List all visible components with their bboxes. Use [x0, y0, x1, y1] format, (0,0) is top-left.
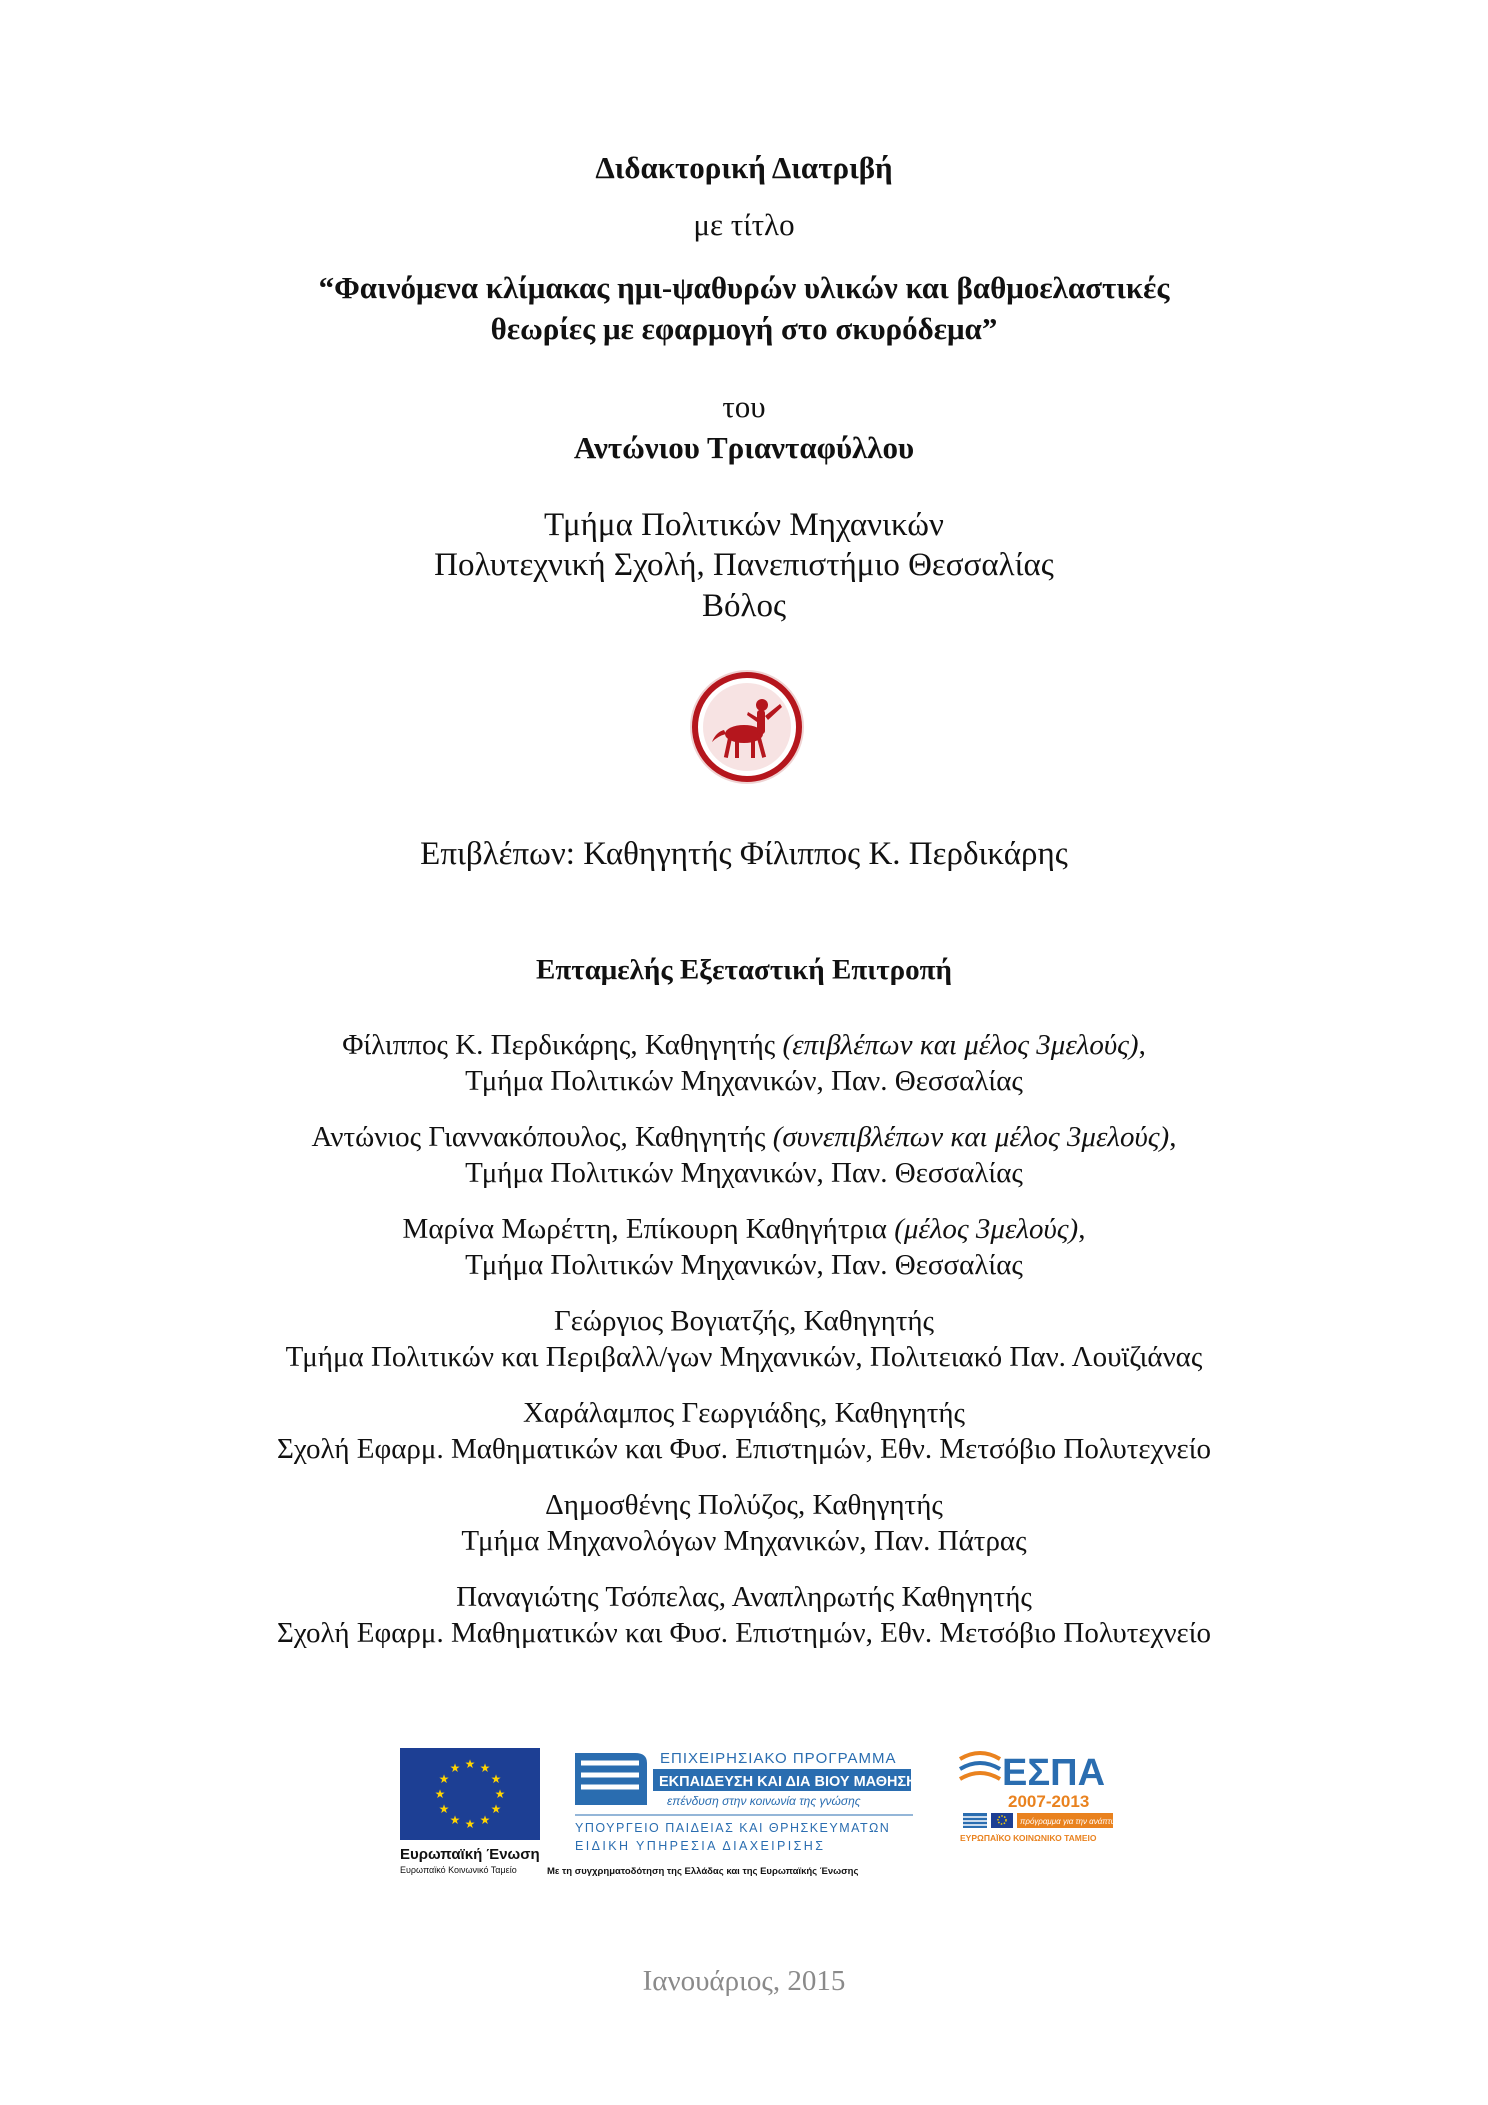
eu-star-icon: ★ — [449, 1761, 461, 1775]
thesis-title-line2: θεωρίες με εφαρμογή στο σκυρόδεμα” — [490, 311, 998, 346]
funding-logos-banner — [395, 1733, 1125, 1893]
member-affiliation: Τμήμα Πολιτικών Μηχανικών, Παν. Θεσσαλίας — [465, 1157, 1023, 1189]
eu-star-icon: ★ — [438, 1772, 450, 1786]
eu-star-icon: ★ — [464, 1757, 476, 1771]
member-name: Γεώργιος Βογιατζής, Καθηγητής — [553, 1305, 935, 1337]
espa-name: ΕΣΠΑ — [1002, 1752, 1106, 1794]
program-line2: ΕΚΠΑΙΔΕΥΣΗ ΚΑΙ ΔΙΑ ΒΙΟΥ ΜΑΘΗΣΗ — [659, 1774, 917, 1790]
program-line1: ΕΠΙΧΕΙΡΗΣΙΑΚΟ ΠΡΟΓΡΑΜΜΑ — [660, 1750, 897, 1767]
espa-tagline: πρόγραμμα για την ανάπτυξη — [1020, 1817, 1124, 1826]
program-book-icon — [575, 1753, 647, 1805]
member-role: (μέλος 3μελούς) — [894, 1213, 1079, 1245]
member-name: Μαρίνα Μωρέττη, Επίκουρη Καθηγήτρια — [402, 1213, 895, 1245]
committee-member — [0, 1579, 1488, 1651]
eu-label: Ευρωπαϊκή Ένωση — [400, 1846, 540, 1863]
espa-waves-icon — [960, 1753, 1000, 1779]
member-affiliation: Τμήμα Πολιτικών Μηχανικών, Παν. Θεσσαλίας — [465, 1065, 1023, 1097]
author-name: Αντώνιου Τριανταφύλλου — [573, 430, 915, 465]
member-line — [0, 1027, 1488, 1063]
committee-member — [0, 1487, 1488, 1559]
greek-flag-icon — [963, 1813, 987, 1828]
member-name: Αντώνιος Γιαννακόπουλος, Καθηγητής — [311, 1121, 773, 1153]
ministry-line2: ΕΙΔΙΚΗ ΥΠΗΡΕΣΙΑ ΔΙΑΧΕΙΡΙΣΗΣ — [575, 1839, 826, 1853]
committee-heading: Επταμελής Εξεταστική Επιτροπή — [536, 954, 952, 986]
department: Τμήμα Πολιτικών Μηχανικών — [544, 507, 944, 543]
date: Ιανουάριος, 2015 — [642, 1965, 846, 1997]
member-role: (επιβλέπων και μέλος 3μελούς) — [782, 1029, 1139, 1061]
committee-member — [0, 1303, 1488, 1375]
city: Βόλος — [701, 588, 787, 624]
program-slogan: επένδυση στην κοινωνία της γνώσης — [667, 1794, 861, 1808]
member-punct: , — [1138, 1029, 1146, 1061]
of-label: του — [722, 389, 766, 424]
member-punct: , — [1078, 1213, 1086, 1245]
supervisor: Επιβλέπων: Καθηγητής Φίλιππος Κ. Περδικάρης — [420, 836, 1068, 872]
eu-mini-flag-icon — [991, 1813, 1013, 1828]
committee-member — [0, 1119, 1488, 1191]
committee-member — [0, 1395, 1488, 1467]
member-name: Χαράλαμπος Γεωργιάδης, Καθηγητής — [522, 1397, 965, 1429]
eu-star-icon: ★ — [438, 1802, 450, 1816]
eu-star-icon: ★ — [490, 1772, 502, 1786]
school: Πολυτεχνική Σχολή, Πανεπιστήμιο Θεσσαλίας — [434, 547, 1054, 583]
member-name: Παναγιώτης Τσόπελας, Αναπληρωτής Καθηγητής — [456, 1581, 1032, 1613]
member-affiliation: Τμήμα Πολιτικών και Περιβαλλ/γων Μηχανικών, Πολιτειακό Παν. Λουϊζιάνας — [285, 1341, 1203, 1373]
member-affiliation: Σχολή Εφαρμ. Μαθηματικών και Φυσ. Επιστημών, Εθν. Μετσόβιο Πολυτεχνείο — [276, 1433, 1212, 1465]
eu-sub: Ευρωπαϊκό Κοινωνικό Ταμείο — [400, 1865, 517, 1875]
eu-star-icon: ★ — [490, 1802, 502, 1816]
member-role: (συνεπιβλέπων και μέλος 3μελούς) — [772, 1121, 1170, 1153]
eu-star-icon: ★ — [449, 1813, 461, 1827]
member-affiliation: Σχολή Εφαρμ. Μαθηματικών και Φυσ. Επιστημών, Εθν. Μετσόβιο Πολυτεχνείο — [276, 1617, 1212, 1649]
thesis-type: Διδακτορική Διατριβή — [595, 150, 893, 185]
eu-star-icon: ★ — [494, 1787, 506, 1801]
eu-flag-icon — [400, 1748, 540, 1840]
member-line — [0, 1211, 1488, 1247]
university-seal-logo — [688, 668, 806, 786]
with-title: με τίτλο — [693, 207, 795, 242]
member-affiliation: Τμήμα Μηχανολόγων Μηχανικών, Παν. Πάτρας — [461, 1525, 1027, 1557]
eu-star-icon: ★ — [434, 1787, 446, 1801]
member-affiliation: Τμήμα Πολιτικών Μηχανικών, Παν. Θεσσαλίας — [465, 1249, 1023, 1281]
member-punct: , — [1169, 1121, 1177, 1153]
member-name: Δημοσθένης Πολύζος, Καθηγητής — [545, 1489, 943, 1521]
committee-member — [0, 1211, 1488, 1283]
eu-star-icon: ★ — [464, 1817, 476, 1831]
ministry-line1: ΥΠΟΥΡΓΕΙΟ ΠΑΙΔΕΙΑΣ ΚΑΙ ΘΡΗΣΚΕΥΜΑΤΩΝ — [575, 1821, 891, 1835]
member-line — [0, 1119, 1488, 1155]
member-name: Φίλιππος Κ. Περδικάρης, Καθηγητής — [342, 1029, 783, 1061]
thesis-title-line1: “Φαινόμενα κλίμακας ημι-ψαθυρών υλικών και βαθμοελαστικές — [318, 270, 1170, 305]
espa-fund: ΕΥΡΩΠΑΪΚΟ ΚΟΙΝΩΝΙΚΟ ΤΑΜΕΙΟ — [960, 1833, 1097, 1843]
committee-member — [0, 1027, 1488, 1099]
cofunding-note: Με τη συγχρηματοδότηση της Ελλάδας και της Ευρωπαϊκής Ένωσης — [547, 1866, 859, 1877]
eu-star-icon: ★ — [479, 1761, 491, 1775]
eu-star-icon: ★ — [479, 1813, 491, 1827]
espa-years: 2007-2013 — [1008, 1792, 1090, 1811]
